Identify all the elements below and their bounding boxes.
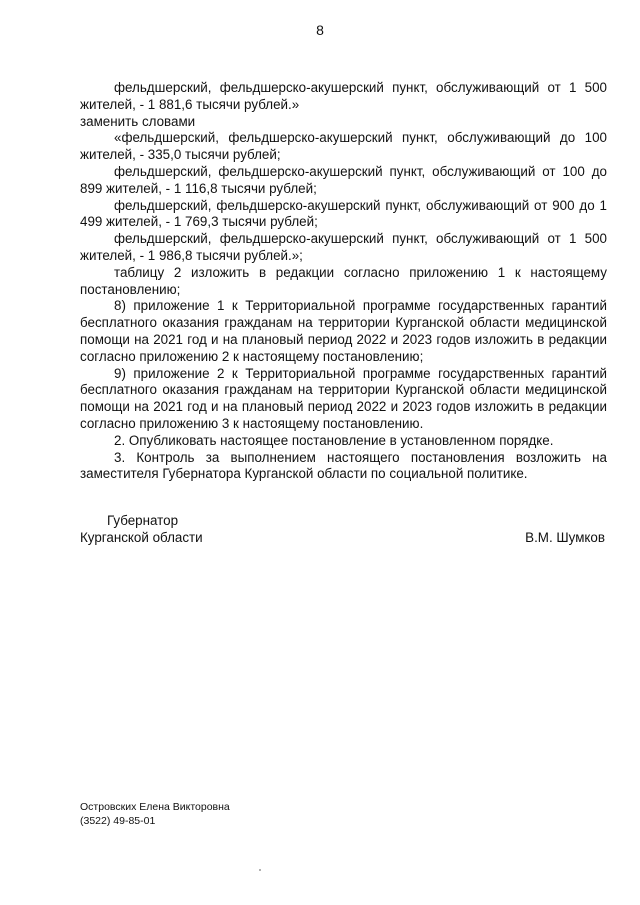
signatory-title-line2: Курганской области (80, 530, 203, 545)
page-number: 8 (316, 22, 324, 38)
paragraph-11: 3. Контроль за выполнением настоящего постановления возложить на заместителя Губернатора Курганской области по социальной политике. (80, 449, 607, 482)
paragraph-8: 8) приложение 1 к Территориальной программе государственных гарантий бесплатного оказания гражданам на территории Курганской области медицинской помощи на 2021 год и на плановый период 2022 и 2023 годов изложить в редакции согласно приложению 2 к настоящему постановлению; (80, 298, 607, 364)
paragraph-3: «фельдшерский, фельдшерско-акушерский пункт, обслуживающий до 100 жителей, - 335,0 тысячи рублей; (80, 130, 607, 163)
paragraph-4: фельдшерский, фельдшерско-акушерский пункт, обслуживающий от 100 до 899 жителей, - 1 116,8 тысячи рублей; (80, 163, 607, 196)
signatory-name: В.М. Шумков (525, 530, 605, 545)
document-body (80, 80, 607, 483)
contact-person: Островских Елена Викторовна (80, 801, 230, 813)
contact-phone: (3522) 49-85-01 (80, 815, 156, 827)
paragraph-1: фельдшерский, фельдшерско-акушерский пункт, обслуживающий от 1 500 жителей, - 1 881,6 тысячи рублей.» (80, 80, 607, 112)
paragraph-6: фельдшерский, фельдшерско-акушерский пункт, обслуживающий от 1 500 жителей, - 1 986,8 тысячи рублей.»; (80, 231, 607, 263)
paragraph-7: таблицу 2 изложить в редакции согласно приложению 1 к настоящему постановлению; (80, 264, 607, 297)
signatory-title-line1: Губернатор (107, 513, 179, 528)
scan-dot (259, 869, 261, 871)
contact-block (80, 800, 230, 828)
paragraph-9: 9) приложение 2 к Территориальной программе государственных гарантий бесплатного оказания гражданам на территории Курганской области медицинской помощи на 2021 год и на плановый период 2022 и 2023 годов изложить в редакции согласно приложению 3 к настоящему постановлению. (80, 365, 607, 431)
paragraph-10: 2. Опубликовать настоящее постановление в установленном порядке. (114, 432, 554, 448)
paragraph-5: фельдшерский, фельдшерско-акушерский пункт, обслуживающий от 900 до 1 499 жителей, - 1 769,3 тысячи рублей; (80, 197, 607, 230)
paragraph-2: заменить словами (80, 113, 196, 129)
